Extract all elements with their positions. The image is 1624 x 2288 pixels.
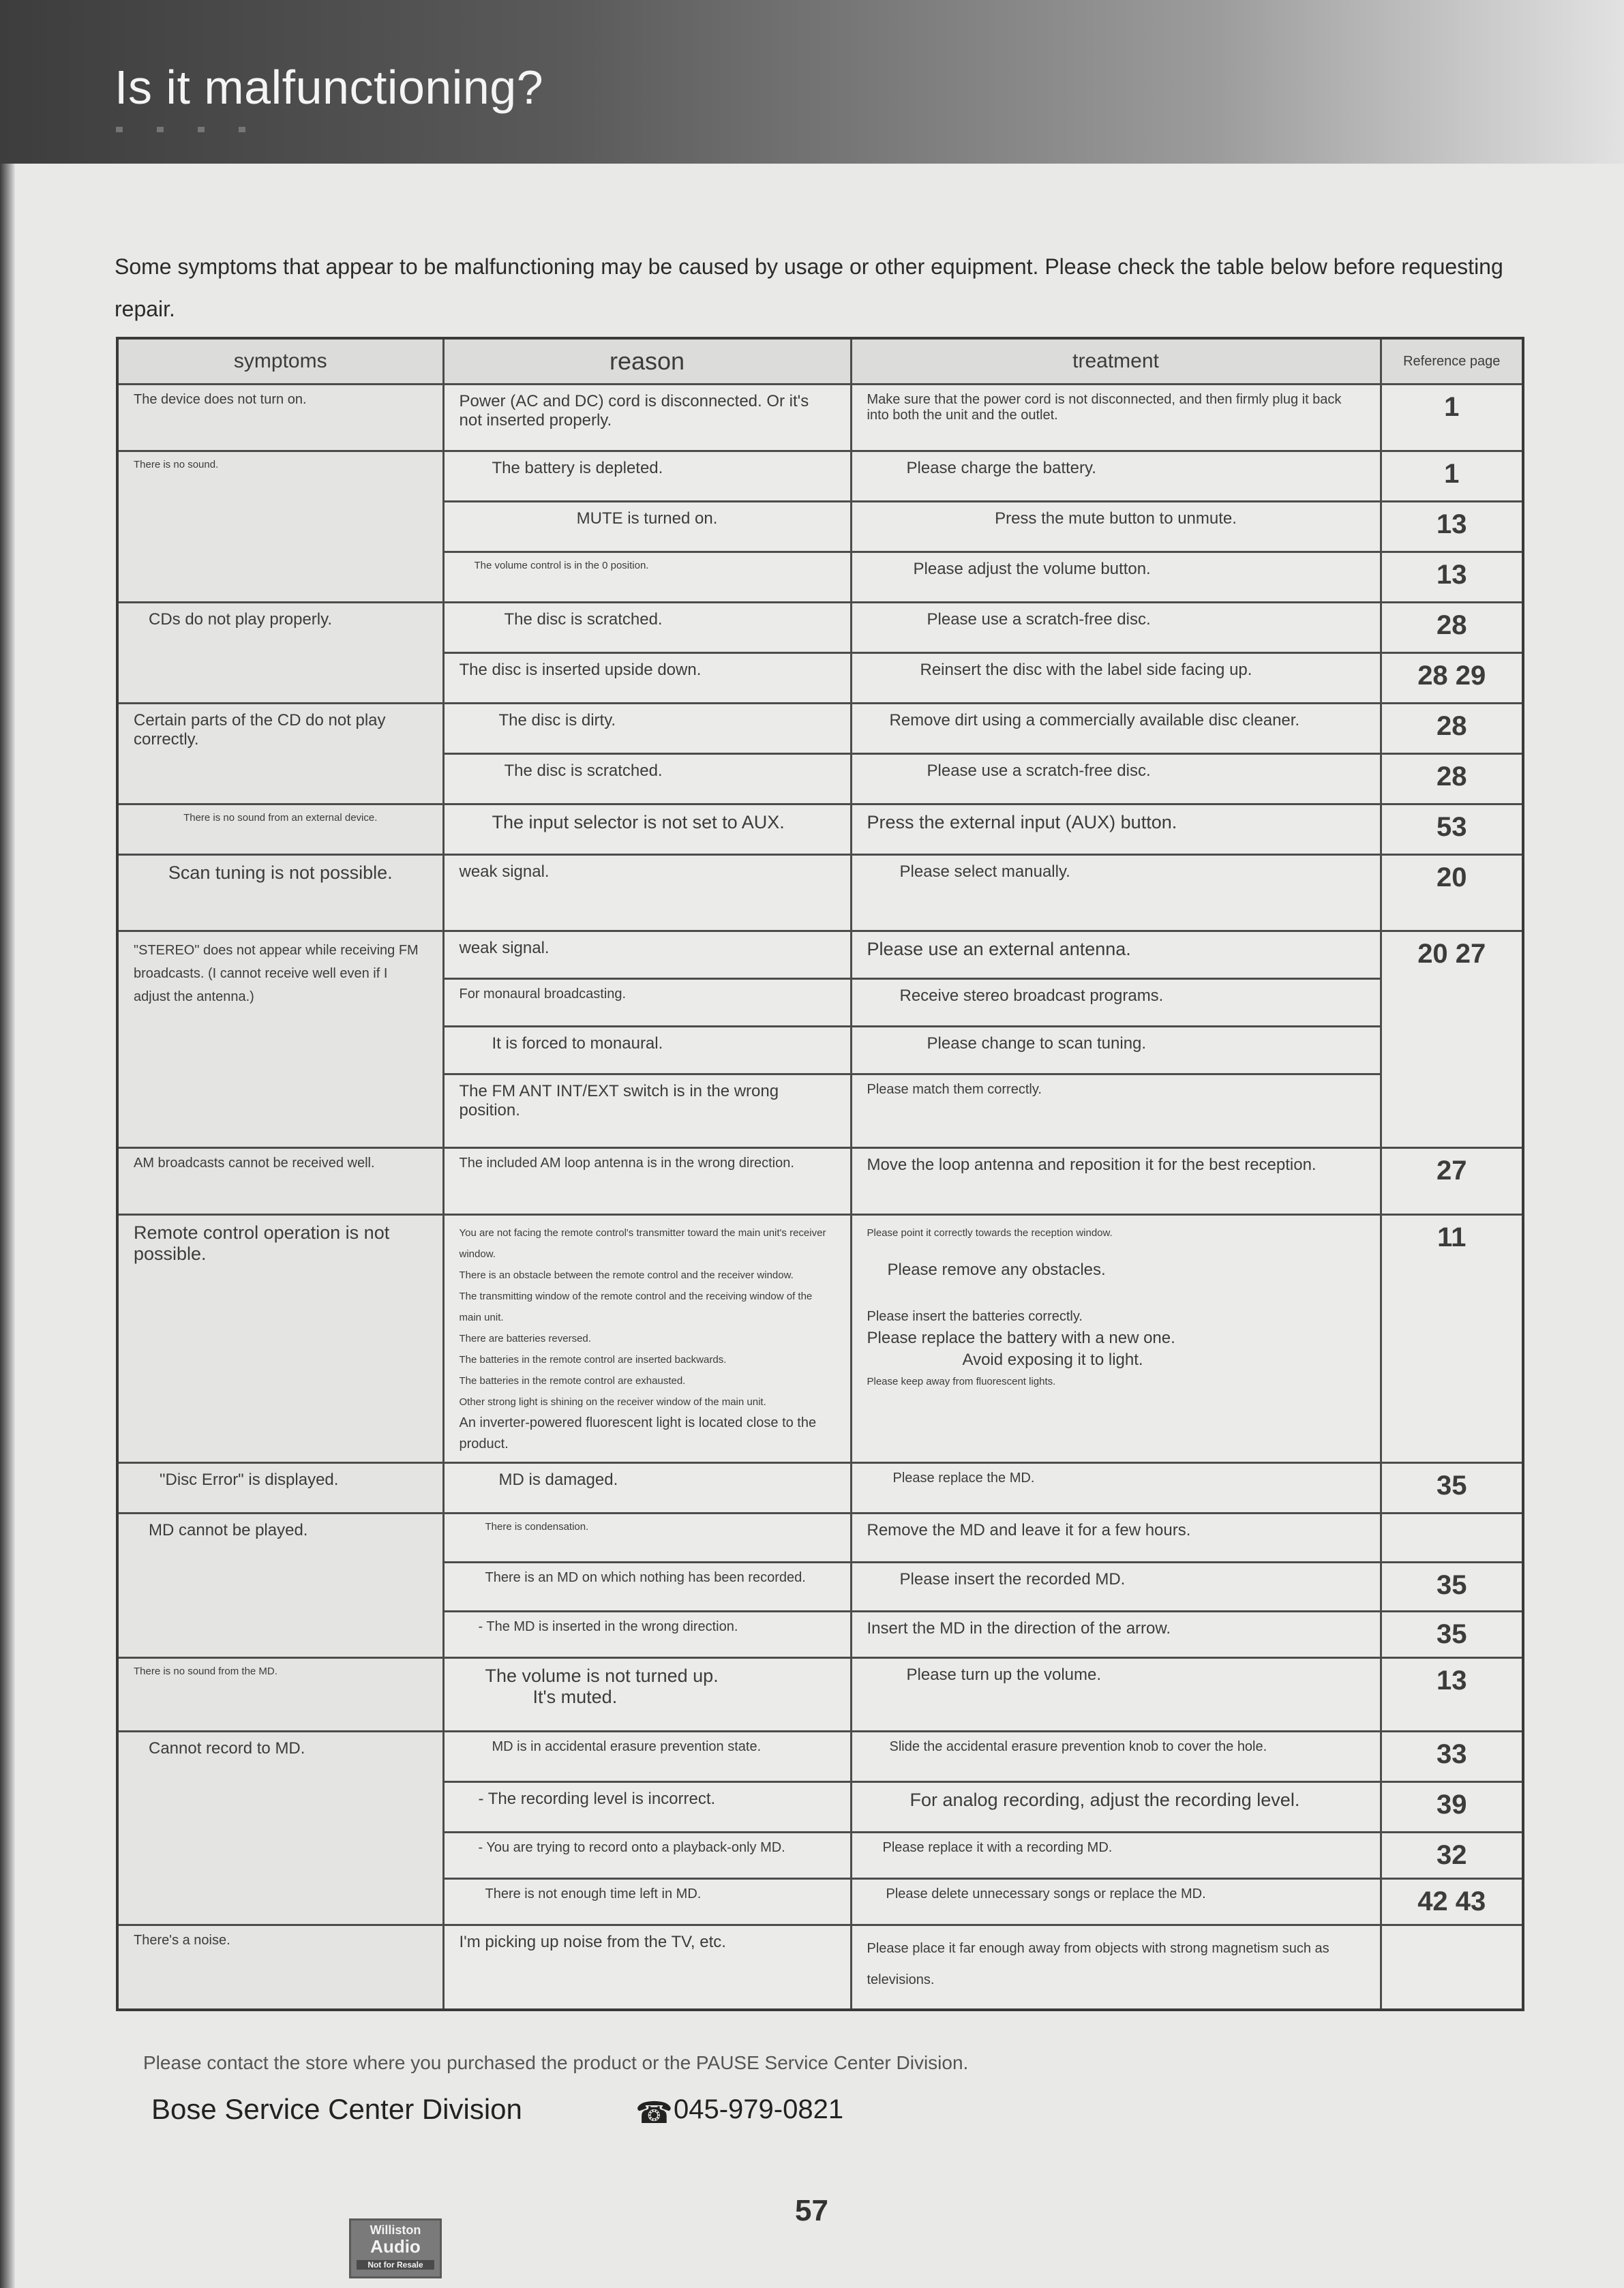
treatment-cell: Insert the MD in the direction of the arrow. [851, 1612, 1381, 1658]
treatment-line: Avoid exposing it to light. [962, 1351, 1143, 1369]
reason-cell: weak signal. [443, 931, 851, 979]
reason-cell: The FM ANT INT/EXT switch is in the wrong position. [443, 1074, 851, 1148]
phone-icon: ☎ [635, 2096, 673, 2130]
treatment-cell: Please match them correctly. [851, 1074, 1381, 1148]
treatment-cell: Press the external input (AUX) button. [851, 804, 1381, 855]
reason-cell: Power (AC and DC) cord is disconnected. Or it's not inserted properly. [443, 385, 851, 451]
reason-line: You are not facing the remote control's transmitter toward the main unit's receiver window. [459, 1227, 826, 1260]
symptom-cell: Certain parts of the CD do not play correctly. [117, 704, 443, 804]
reason-cell: There is condensation. [443, 1514, 851, 1563]
reason-cell: MUTE is turned on. [443, 502, 851, 552]
treatment-line: Please remove any obstacles. [887, 1261, 1106, 1279]
table-row [117, 1215, 1523, 1463]
table-row [117, 1514, 1523, 1563]
reference-page-cell: 33 [1381, 1732, 1523, 1782]
symptom-cell: MD cannot be played. [117, 1514, 443, 1658]
treatment-cell: Please place it far enough away from objects with strong magnetism such as televisions. [851, 1925, 1381, 2010]
reason-cell [443, 1215, 851, 1463]
reason-line: Other strong light is shining on the receiver window of the main unit. [459, 1396, 766, 1408]
treatment-cell: Reinsert the disc with the label side facing up. [851, 653, 1381, 704]
reason-cell: For monaural broadcasting. [443, 979, 851, 1027]
title-underline-decoration [116, 127, 273, 132]
symptom-cell: Scan tuning is not possible. [117, 855, 443, 931]
header-reason: reason [443, 338, 851, 385]
reason-line: There is an obstacle between the remote control and the receiver window. [459, 1269, 794, 1281]
reference-page-cell: 11 [1381, 1215, 1523, 1463]
reference-page-cell: 32 [1381, 1833, 1523, 1879]
page-title: Is it malfunctioning? [115, 61, 544, 114]
table-row [117, 603, 1523, 653]
treatment-cell: Receive stereo broadcast programs. [851, 979, 1381, 1027]
reference-page-cell: 35 [1381, 1463, 1523, 1514]
table-row [117, 931, 1523, 979]
stamp-line: Williston [370, 2223, 421, 2237]
reference-page-cell: 42 43 [1381, 1879, 1523, 1925]
header-symptoms: symptoms [117, 338, 443, 385]
reason-line: There are batteries reversed. [459, 1333, 591, 1344]
reason-cell: The included AM loop antenna is in the wrong direction. [443, 1148, 851, 1215]
reason-cell: MD is in accidental erasure prevention state. [443, 1732, 851, 1782]
treatment-cell: Please turn up the volume. [851, 1658, 1381, 1732]
table-row [117, 804, 1523, 855]
treatment-cell: Remove the MD and leave it for a few hours. [851, 1514, 1381, 1563]
table-header-row [117, 338, 1523, 385]
reference-page-cell: 35 [1381, 1612, 1523, 1658]
treatment-cell: Please adjust the volume button. [851, 552, 1381, 603]
reason-line: The batteries in the remote control are inserted backwards. [459, 1354, 727, 1366]
treatment-line: Please keep away from fluorescent lights. [867, 1376, 1056, 1387]
reason-cell [443, 1658, 851, 1732]
reason-cell: There is an MD on which nothing has been recorded. [443, 1563, 851, 1612]
reason-cell: There is not enough time left in MD. [443, 1879, 851, 1925]
table-row [117, 1658, 1523, 1732]
reference-page-cell: 28 [1381, 603, 1523, 653]
symptom-cell: CDs do not play properly. [117, 603, 443, 704]
symptom-cell: There is no sound. [117, 451, 443, 603]
reference-page-cell: 28 [1381, 754, 1523, 804]
header-treatment: treatment [851, 338, 1381, 385]
reference-page-cell: 20 [1381, 855, 1523, 931]
treatment-cell: Please charge the battery. [851, 451, 1381, 502]
table-row [117, 385, 1523, 451]
treatment-cell: Please delete unnecessary songs or replace the MD. [851, 1879, 1381, 1925]
reference-page-cell: 1 [1381, 385, 1523, 451]
reference-page-cell: 28 29 [1381, 653, 1523, 704]
troubleshooting-table [116, 337, 1524, 2011]
stamp-line: Audio [370, 2236, 421, 2257]
symptom-cell: There is no sound from an external device. [117, 804, 443, 855]
symptom-cell: AM broadcasts cannot be received well. [117, 1148, 443, 1215]
treatment-cell: Please insert the recorded MD. [851, 1563, 1381, 1612]
symptom-cell: "STEREO" does not appear while receiving FM broadcasts. (I cannot receive well even if I adjust the antenna.) [117, 931, 443, 1148]
reference-page-cell: 13 [1381, 552, 1523, 603]
table-row [117, 704, 1523, 754]
page-number: 57 [795, 2194, 828, 2227]
symptom-cell: There's a noise. [117, 1925, 443, 2010]
reference-page-cell: 13 [1381, 502, 1523, 552]
contact-note: Please contact the store where you purchased the product or the PAUSE Service Center Division. [143, 2052, 969, 2073]
table-row [117, 1925, 1523, 2010]
reason-cell: The disc is scratched. [443, 754, 851, 804]
symptom-cell: Remote control operation is not possible. [117, 1215, 443, 1463]
reason-cell: - The recording level is incorrect. [443, 1782, 851, 1833]
reference-page-cell: 1 [1381, 451, 1523, 502]
reason-cell: The volume control is in the 0 position. [443, 552, 851, 603]
treatment-cell [851, 1215, 1381, 1463]
reason-line: The transmitting window of the remote control and the receiving window of the main unit. [459, 1291, 813, 1323]
reason-cell: MD is damaged. [443, 1463, 851, 1514]
reference-page-cell: 28 [1381, 704, 1523, 754]
treatment-cell: Please use a scratch-free disc. [851, 754, 1381, 804]
intro-text: Some symptoms that appear to be malfunctioning may be caused by usage or other equipment. Please check the table below before requesting repair. [115, 254, 1503, 321]
reason-line: An inverter-powered fluorescent light is located close to the product. [459, 1415, 817, 1451]
treatment-line: Please insert the batteries correctly. [867, 1309, 1083, 1324]
treatment-cell: Please replace the MD. [851, 1463, 1381, 1514]
stamp-line: Not for Resale [357, 2260, 434, 2270]
reference-page-cell: 53 [1381, 804, 1523, 855]
treatment-line: Please point it correctly towards the reception window. [867, 1227, 1113, 1239]
treatment-cell: Please change to scan tuning. [851, 1027, 1381, 1074]
treatment-cell: Please use a scratch-free disc. [851, 603, 1381, 653]
reason-cell: The disc is scratched. [443, 603, 851, 653]
reason-cell: The disc is inserted upside down. [443, 653, 851, 704]
table-row [117, 1148, 1523, 1215]
table-row [117, 1732, 1523, 1782]
reference-page-cell: 39 [1381, 1782, 1523, 1833]
reason-cell: weak signal. [443, 855, 851, 931]
treatment-cell: Remove dirt using a commercially available disc cleaner. [851, 704, 1381, 754]
page-edge [0, 0, 15, 2288]
reason-cell: It is forced to monaural. [443, 1027, 851, 1074]
treatment-cell: Make sure that the power cord is not disconnected, and then firmly plug it back into both the unit and the outlet. [851, 385, 1381, 451]
reason-cell: I'm picking up noise from the TV, etc. [443, 1925, 851, 2010]
reason-cell: - You are trying to record onto a playback-only MD. [443, 1833, 851, 1879]
symptom-cell: The device does not turn on. [117, 385, 443, 451]
service-center-name: Bose Service Center Division [151, 2093, 522, 2125]
symptom-cell: Cannot record to MD. [117, 1732, 443, 1925]
symptom-cell: There is no sound from the MD. [117, 1658, 443, 1732]
header-band [0, 0, 1624, 164]
reason-cell: The input selector is not set to AUX. [443, 804, 851, 855]
reference-page-cell: 20 27 [1381, 931, 1523, 1148]
table-row [117, 1463, 1523, 1514]
treatment-cell: Press the mute button to unmute. [851, 502, 1381, 552]
table-row [117, 451, 1523, 502]
reason-line: The batteries in the remote control are exhausted. [459, 1375, 686, 1387]
treatment-cell: For analog recording, adjust the recording level. [851, 1782, 1381, 1833]
reason-line: It's muted. [532, 1687, 618, 1707]
treatment-cell: Slide the accidental erasure prevention knob to cover the hole. [851, 1732, 1381, 1782]
treatment-line: Please replace the battery with a new one. [867, 1329, 1175, 1347]
reference-page-cell: 13 [1381, 1658, 1523, 1732]
reference-page-cell: 35 [1381, 1563, 1523, 1612]
reason-cell: - The MD is inserted in the wrong direction. [443, 1612, 851, 1658]
header-reference-page: Reference page [1381, 338, 1523, 385]
table-row [117, 855, 1523, 931]
dealer-stamp [349, 2218, 442, 2278]
symptom-cell: "Disc Error" is displayed. [117, 1463, 443, 1514]
treatment-cell: Please replace it with a recording MD. [851, 1833, 1381, 1879]
treatment-cell: Please use an external antenna. [851, 931, 1381, 979]
treatment-cell: Please select manually. [851, 855, 1381, 931]
reference-page-cell [1381, 1514, 1523, 1563]
treatment-cell: Move the loop antenna and reposition it for the best reception. [851, 1148, 1381, 1215]
reference-page-cell [1381, 1925, 1523, 2010]
phone-number: 045-979-0821 [674, 2094, 844, 2124]
reason-line: The volume is not turned up. [485, 1666, 719, 1686]
reason-cell: The disc is dirty. [443, 704, 851, 754]
reason-cell: The battery is depleted. [443, 451, 851, 502]
reference-page-cell: 27 [1381, 1148, 1523, 1215]
